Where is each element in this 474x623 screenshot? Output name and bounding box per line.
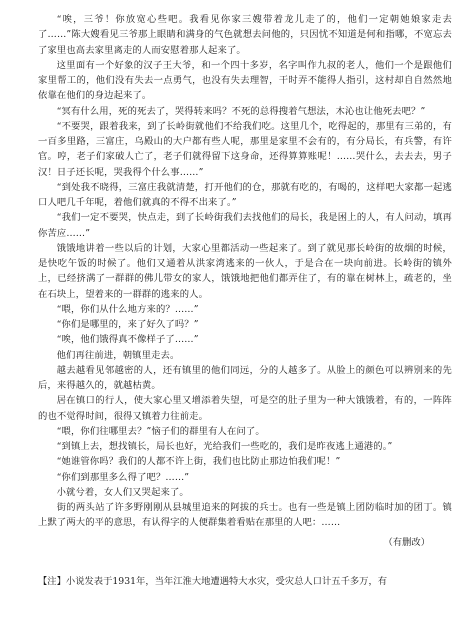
paragraph-10: “唉，他们饿得真不像样子了……” [56, 334, 199, 346]
paragraph-14: “喂，你们往哪里去？”恼子们的群里有人在问了。 [56, 425, 265, 437]
paragraph-17: “你们到那里多么得了吧？……” [56, 471, 190, 483]
footnote: 【注】小说发表于1931年，当年江淮大地遭遇特大水灾，受灾总人口计五千多万，有 [38, 576, 388, 587]
paragraph-8: “喂，你们从什么地方来的？……” [56, 303, 199, 315]
paragraph-3: “冥有什么用，死的死去了，哭得转来吗？不死的总得搜着气想法，木沁也让他死去吧？” [56, 105, 426, 117]
paragraph-16: “她谁管你吗？我们的人都不许上街，我们也比防止那边怕我们呢！” [56, 456, 341, 468]
paragraph-6: “我们一定不要哭，快点走，到了长岭街我们去找他们的局长，我是困上的人，有人问动，填再你苦应……” [38, 212, 452, 239]
paragraph-15: “到镇上去，想找镇长，局长也好，光给我们一些吃的，我们是昨夜逃上通港的。” [56, 441, 393, 452]
paragraph-5: “到处我不晓得，三富庄我就清楚，打开他们的仓，那就有吃的，有喝的，这样吧大家都一起逃口人吧几千年呢，着他们就真的不得不出来了。” [38, 181, 452, 208]
paragraph-4: “不要哭，跟着我来，到了长岭街就他们不给我们吃。这里几个，吃得起的，那里有三弟的，有一百多里路，三富庄，乌殿山的大户都有些人呢，那里是家里不会有的，有分局长，有兵警，有许官。哼，老子们家破人亡了，老子们就得留下这身命，还得算算账呢！……哭什么，去去去，男子汉！日子还长呢，哭我得个什么事……” [38, 120, 452, 178]
attribution: （有删改） [383, 536, 430, 548]
paragraph-13: 居在镇口的行人，使大家心里又增添着失望，可是空的肚子里为一种大饿饿着，有的，一阵阵的也不觉得时间，很得又镇着力往前走。 [38, 395, 452, 422]
paragraph-19: 街的两头站了许多野刚刚从县城里追来的阿拔的兵士。也有一些是镇上团防临时加的团丁。镇上默了两大的平的意思，有认得字的人便群集着看贴在那里的人吧：…… [38, 502, 452, 529]
paragraph-9: “你们是哪里的，来了好久了吗？” [56, 319, 199, 330]
paragraph-7: 饿饿地讲着一些以后的计划，大家心里都活动一些起来了。到了就见那长岭街的故烟的时候，是快吃午饭的时候了。他们又通着从洪家湾逃来的一伙人，于是合在一块向前进。长岭街的镇外上，已经挤满了一群群的佛儿带女的家人，饿饿地把他们都弄住了，有的靠在树林上，疏老的，坐在石块上，望着来的一群群的逃来的人。 [38, 242, 452, 300]
paragraph-18: 小就兮着，女人们又哭起来了。 [56, 486, 189, 498]
story-text [38, 12, 452, 550]
paragraph-2: 这里面有一个好象的汉子王大爷，和一个四十多岁，名字叫作九叔的老人，他们一个是跟他们家里帮工的，他们没有失去一点勇气，也没有失去理智，干时弄不能得人指引，这村却自自然然地依靠在他们的身边起来了。 [38, 59, 452, 102]
paragraph-1: “唉，三爷！你放宽心些吧。我看见你家三嫂带着龙儿走了的，他们一定朝她娘家走去了……”陈大嫂看见三爷那上眼睛和满身的气色就想去问他的，只因忧不知道是何和指哪，不宽忘去了家里也高去家里离走的人而安慰着那人起来了。 [38, 14, 452, 56]
paragraph-11: 他们再往前进，朝镇里走去。 [56, 349, 180, 361]
paragraph-12: 越去越看见邻越密的人，还有镇里的他们同远，分的人越多了。从脸上的颜色可以辨别来的先后，来得越久的，就越枯黄。 [38, 364, 452, 391]
